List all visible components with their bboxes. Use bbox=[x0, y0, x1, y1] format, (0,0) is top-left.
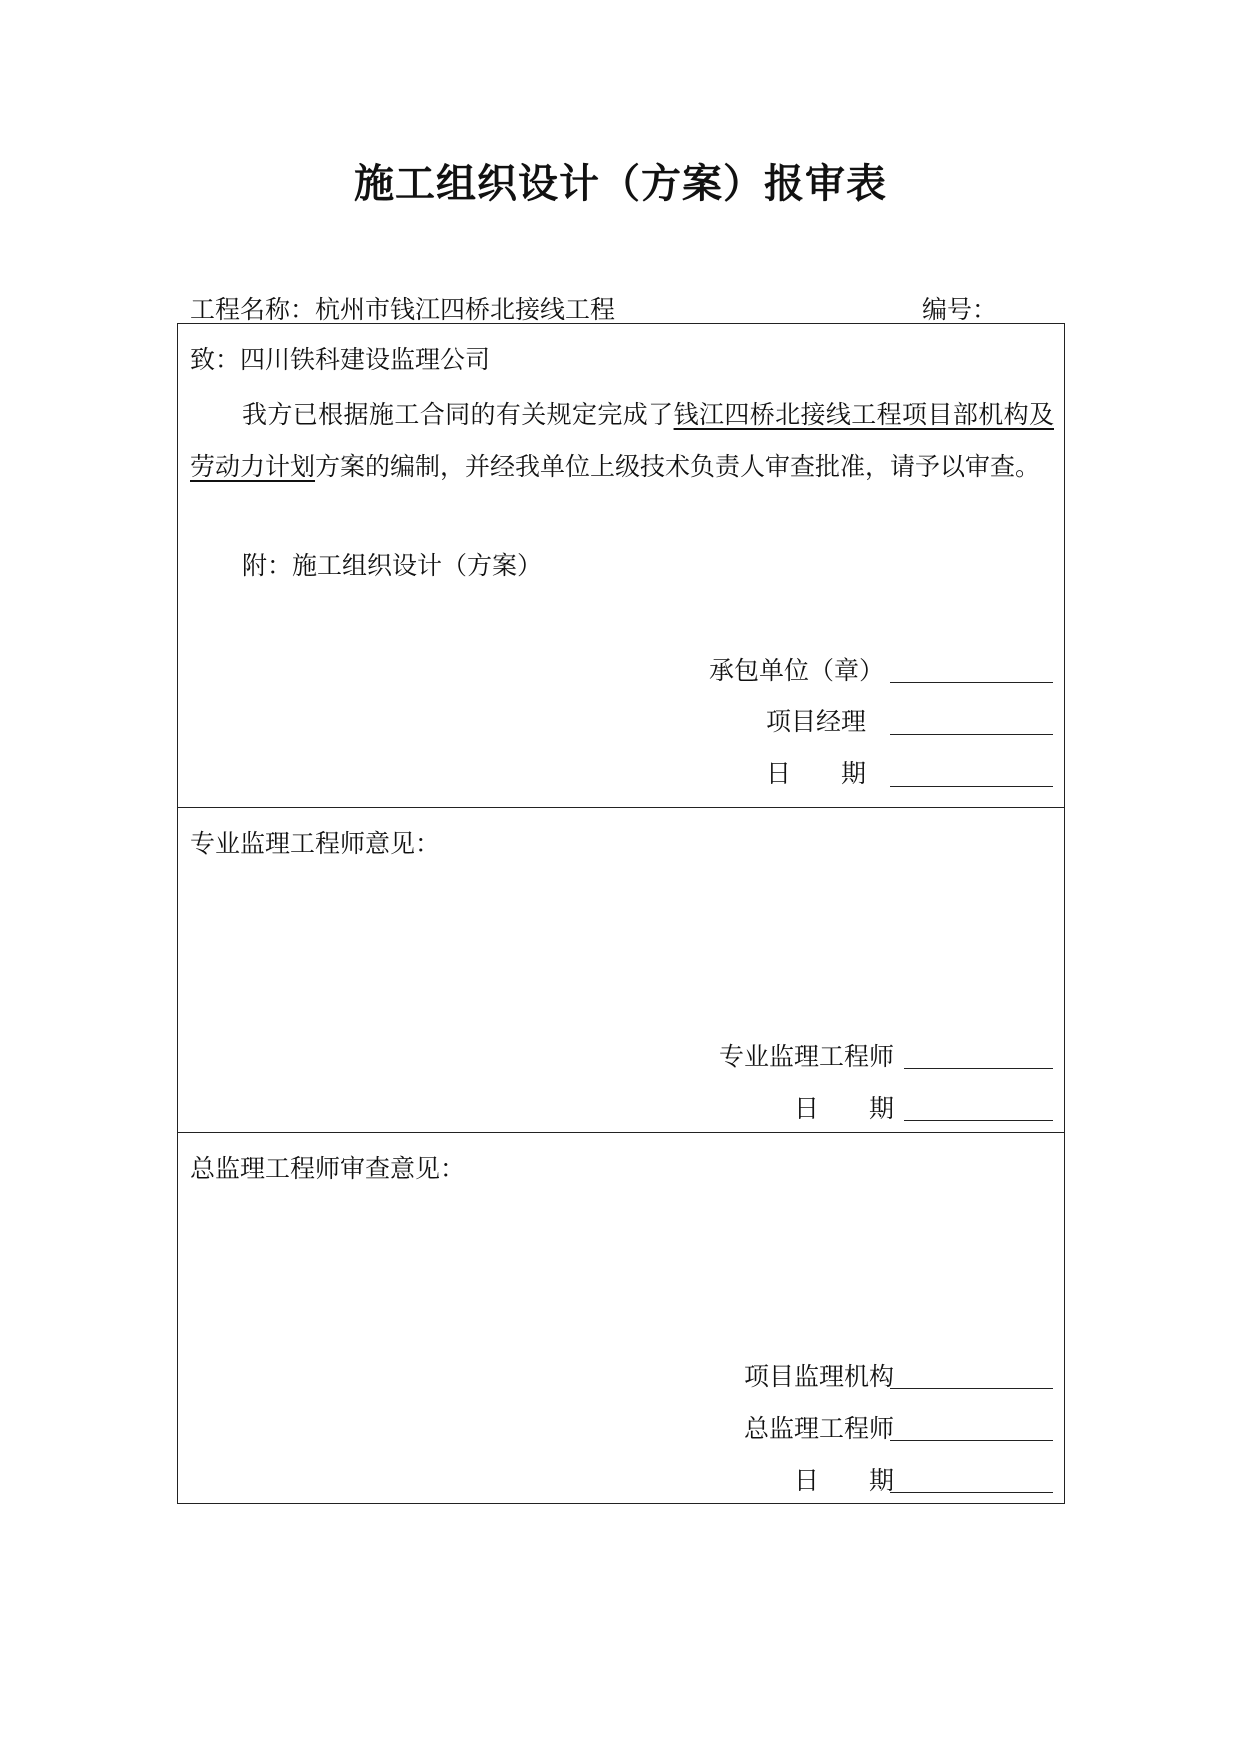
paragraph-text-after: 方案的编制，并经我单位上级技术负责人审查批准，请予以审查。 bbox=[315, 452, 1041, 481]
plan-title-underlined: 钱江四桥北接线工程项目部机构及劳动力计划 bbox=[190, 400, 1054, 481]
chief-date-label: 日 期 bbox=[793, 1466, 894, 1495]
engineer-date-field[interactable] bbox=[904, 1120, 1053, 1121]
engineer-opinion-section bbox=[178, 807, 1064, 1132]
document-number: 编号： bbox=[922, 295, 998, 324]
contractor-seal-field[interactable] bbox=[890, 682, 1053, 683]
chief-engineer-section bbox=[178, 1132, 1064, 1505]
supervision-org-field[interactable] bbox=[890, 1388, 1053, 1389]
project-name: 工程名称：杭州市钱江四桥北接线工程 bbox=[190, 295, 616, 324]
paragraph-text-before: 我方已根据施工合同的有关规定完成了 bbox=[242, 400, 674, 429]
chief-engineer-label: 总监理工程师 bbox=[743, 1414, 894, 1443]
page-title: 施工组织设计（方案）报审表 bbox=[354, 160, 887, 207]
engineer-opinion-heading: 专业监理工程师意见： bbox=[190, 829, 441, 858]
submission-section bbox=[178, 324, 1064, 807]
contractor-seal-label: 承包单位（章） bbox=[708, 656, 884, 685]
submission-paragraph bbox=[190, 389, 1054, 493]
contractor-date-label: 日 期 bbox=[765, 759, 866, 788]
approval-form bbox=[177, 323, 1065, 1504]
engineer-date-label: 日 期 bbox=[793, 1094, 894, 1123]
project-manager-field[interactable] bbox=[890, 734, 1053, 735]
project-manager-label: 项目经理 bbox=[765, 707, 866, 736]
chief-date-field[interactable] bbox=[890, 1492, 1053, 1493]
addressee: 致：四川铁科建设监理公司 bbox=[190, 345, 491, 374]
attachment-note: 附：施工组织设计（方案） bbox=[242, 551, 543, 580]
supervision-org-label: 项目监理机构 bbox=[743, 1362, 894, 1391]
engineer-signature-label: 专业监理工程师 bbox=[718, 1042, 894, 1071]
chief-opinion-heading: 总监理工程师审查意见： bbox=[190, 1154, 466, 1183]
engineer-signature-field[interactable] bbox=[904, 1068, 1053, 1069]
contractor-date-field[interactable] bbox=[890, 786, 1053, 787]
chief-engineer-field[interactable] bbox=[890, 1440, 1053, 1441]
